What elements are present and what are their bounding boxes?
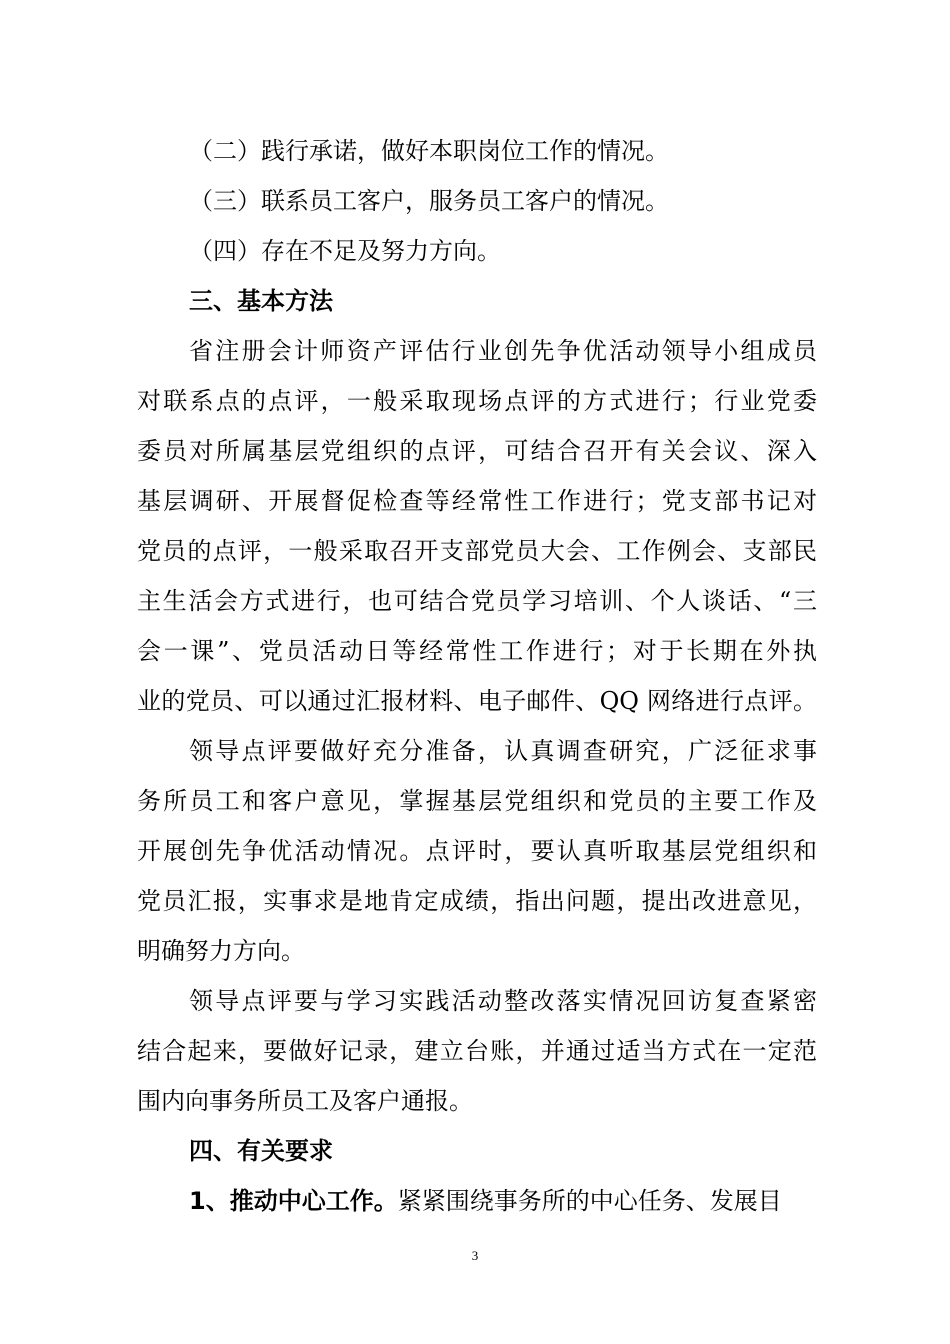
paragraph-line: 基层调研、开展督促检查等经常性工作进行；党支部书记对 — [137, 487, 817, 515]
list-item: （四）存在不足及努力方向。 — [189, 237, 501, 265]
paragraph-line: 党员汇报，实事求是地肯定成绩，指出问题，提出改进意见， — [137, 887, 817, 915]
section-heading: 四、有关要求 — [189, 1137, 333, 1165]
paragraph-line: 党员的点评，一般采取召开支部党员大会、工作例会、支部民 — [137, 537, 817, 565]
paragraph-line: 领导点评要做好充分准备，认真调查研究，广泛征求事 — [189, 737, 817, 765]
paragraph-line: 领导点评要与学习实践活动整改落实情况回访复查紧密 — [189, 987, 817, 1015]
item-text: 紧紧围绕事务所的中心任务、发展目 — [397, 1187, 782, 1215]
paragraph-line: 对联系点的点评，一般采取现场点评的方式进行；行业党委 — [137, 387, 817, 415]
paragraph-line: 业的党员、可以通过汇报材料、电子邮件、QQ 网络进行点评。 — [137, 687, 817, 715]
paragraph-line — [137, 1176, 817, 1226]
page-number: 3 — [471, 1248, 479, 1263]
item-lead: 1、推动中心工作。 — [189, 1187, 398, 1215]
document-body — [137, 126, 817, 1226]
paragraph-line: 结合起来，要做好记录，建立台账，并通过适当方式在一定范 — [137, 1037, 817, 1065]
list-item: （三）联系员工客户，服务员工客户的情况。 — [189, 187, 669, 215]
paragraph-line: 主生活会方式进行，也可结合党员学习培训、个人谈话、“三 — [137, 587, 817, 615]
section-heading: 三、基本方法 — [189, 287, 333, 315]
list-item: （二）践行承诺，做好本职岗位工作的情况。 — [189, 137, 669, 165]
paragraph-line: 开展创先争优活动情况。点评时，要认真听取基层党组织和 — [137, 837, 817, 865]
paragraph-line: 省注册会计师资产评估行业创先争优活动领导小组成员 — [189, 337, 817, 365]
paragraph-line: 委员对所属基层党组织的点评，可结合召开有关会议、深入 — [137, 437, 817, 465]
paragraph-line: 围内向事务所员工及客户通报。 — [137, 1087, 473, 1115]
paragraph-line: 会一课”、党员活动日等经常性工作进行；对于长期在外执 — [137, 637, 817, 665]
paragraph-line: 务所员工和客户意见，掌握基层党组织和党员的主要工作及 — [137, 787, 817, 815]
paragraph-line: 明确努力方向。 — [137, 937, 305, 965]
